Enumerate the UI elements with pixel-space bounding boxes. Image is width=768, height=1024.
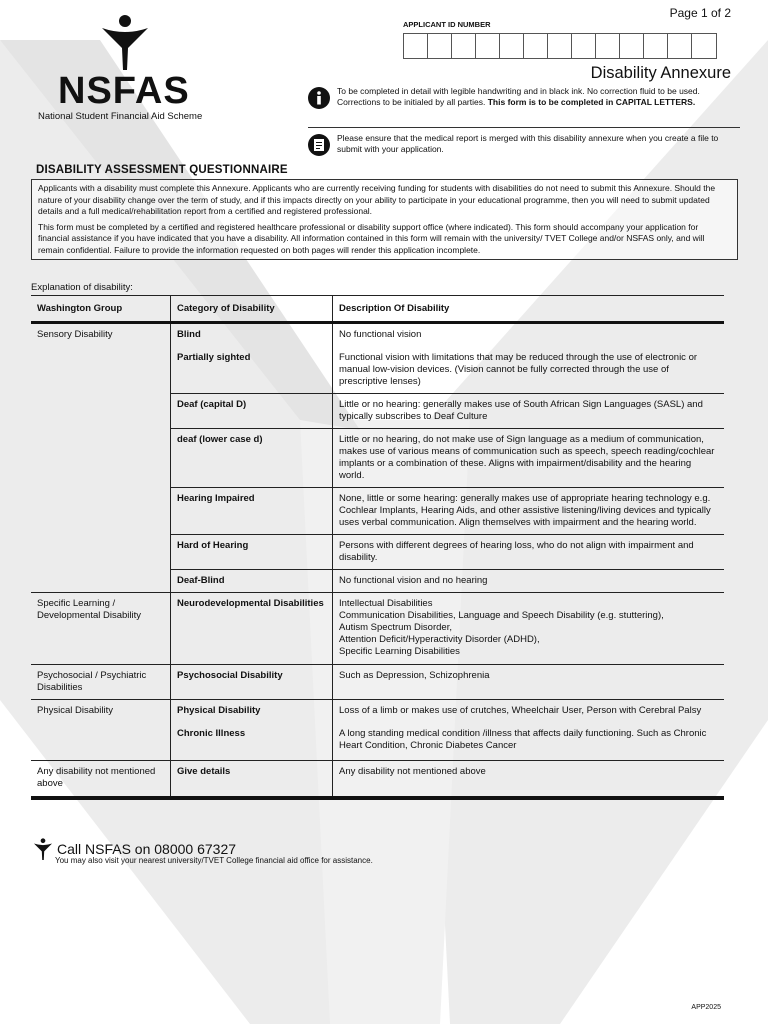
brand-name: NSFAS — [58, 70, 190, 112]
table-row — [31, 761, 724, 800]
table-row — [31, 665, 724, 700]
description-cell: None, little or some hearing: generally makes use of appropriate hearing technology e.g. Cochlear Implants, Hearing Aids, and other assistive listening/living devices and typically uses verbal communication. Align themselves with impairment and the hearing world. — [339, 493, 711, 528]
description-cell: Functional vision with limitations that may be reduced through the use of electronic or manual low-vision devices. (Vision cannot be fully corrected through the use of prescriptive lenses) — [339, 352, 698, 387]
applicant-id-digit-box[interactable] — [620, 34, 644, 58]
person-figure-icon — [33, 838, 53, 860]
table-row — [31, 324, 724, 593]
table-subrow — [171, 341, 724, 393]
visit-note: You may also visit your nearest university/TVET College financial aid office for assistance. — [55, 856, 373, 865]
applicant-id-digit-box[interactable] — [524, 34, 548, 58]
description-line: Autism Spectrum Disorder, — [339, 622, 452, 633]
column-header: Washington Group — [31, 296, 171, 321]
applicant-id-digit-box[interactable] — [692, 34, 716, 58]
table-row — [31, 700, 724, 761]
description-cell: Little or no hearing, do not make use of Sign language as a medium of communication, makes use of various means of communication such as speech, speech reading/cochlear implants or a combination of these. Aligns with impairment/disability and the hearing world. — [339, 434, 715, 481]
description-cell: No functional vision and no hearing — [339, 575, 488, 586]
applicant-id-digit-box[interactable] — [404, 34, 428, 58]
applicant-id-digit-box[interactable] — [572, 34, 596, 58]
document-notice — [308, 133, 738, 156]
description-cell — [333, 593, 724, 664]
applicant-id-digit-box[interactable] — [596, 34, 620, 58]
form-title: Disability Annexure — [590, 64, 731, 82]
description-line: Specific Learning Disabilities — [339, 646, 460, 657]
page-number: Page 1 of 2 — [669, 6, 731, 20]
description-line: Attention Deficit/Hyperactivity Disorder (ADHD), — [339, 634, 540, 645]
description-line: Intellectual Disabilities — [339, 598, 433, 609]
table-subrow — [171, 428, 724, 487]
table-subrow — [171, 393, 724, 428]
applicant-id-digit-box[interactable] — [476, 34, 500, 58]
group-cell: Any disability not mentioned above — [31, 761, 171, 796]
call-number: Call NSFAS on 08000 67327 — [57, 841, 237, 857]
table-subrow — [171, 534, 724, 569]
category-cell: Chronic Illness — [171, 722, 333, 760]
table-row — [31, 593, 724, 665]
info-notice — [308, 86, 738, 109]
category-cell: Give details — [171, 761, 333, 796]
applicant-id-label: APPLICANT ID NUMBER — [403, 20, 491, 29]
document-icon — [308, 134, 330, 156]
disability-table — [31, 295, 724, 800]
group-cell: Physical Disability — [31, 700, 171, 760]
person-figure-icon — [100, 14, 150, 70]
info-notice-bold: This form is to be completed in CAPITAL LETTERS. — [487, 97, 696, 107]
document-notice-text: Please ensure that the medical report is merged with this disability annexure when you create a file to submit with your application. — [337, 133, 719, 154]
applicant-id-digit-box[interactable] — [428, 34, 452, 58]
group-cell: Psychosocial / Psychiatric Disabilities — [31, 665, 171, 699]
category-cell: Physical Disability — [171, 700, 333, 722]
description-line: Communication Disabilities, Language and Speech Disability (e.g. stuttering), — [339, 610, 664, 621]
category-cell: Psychosocial Disability — [171, 665, 333, 699]
questionnaire-title: DISABILITY ASSESSMENT QUESTIONNAIRE — [36, 164, 288, 176]
description-cell: Little or no hearing: generally makes use of South African Sign Languages (SASL) and typically subscribes to Deaf Culture — [339, 399, 703, 422]
applicant-id-digit-box[interactable] — [668, 34, 692, 58]
group-cell: Specific Learning / Developmental Disability — [31, 593, 171, 664]
applicant-id-digit-box[interactable] — [452, 34, 476, 58]
description-cell: Persons with different degrees of hearing loss, who do not align with impairment and disability. — [339, 540, 694, 563]
group-cell: Sensory Disability — [31, 324, 171, 592]
description-cell: Such as Depression, Schizophrenia — [339, 670, 490, 681]
category-cell: Hard of Hearing — [171, 535, 333, 569]
table-subrow — [171, 487, 724, 534]
category-cell: Deaf-Blind — [171, 570, 333, 592]
description-cell: No functional vision — [339, 329, 422, 340]
category-cell: Partially sighted — [171, 341, 333, 393]
applicant-id-digit-box[interactable] — [500, 34, 524, 58]
column-header: Description Of Disability — [339, 303, 450, 314]
description-cell: A long standing medical condition /illness that affects daily functioning. Such as Chronic Heart Condition, Chronic Diabetes Cancer — [339, 728, 707, 751]
description-cell: Loss of a limb or makes use of crutches, Wheelchair User, Person with Cerebral Palsy — [339, 705, 702, 716]
category-cell: Blind — [171, 324, 333, 341]
description-cell: Any disability not mentioned above — [339, 766, 486, 777]
intro-box — [31, 179, 738, 260]
applicant-id-input[interactable] — [403, 33, 717, 59]
info-divider — [308, 127, 740, 128]
document-code: APP2025 — [691, 1004, 721, 1011]
intro-paragraph: This form must be completed by a certified and registered healthcare professional or disability support office (where indicated). This form should accompany your application for financial assistance if you have indicated that you have a disability. All information contained in this form will remain with the university/ TVET College and/or NSFAS only, and will remain confidential. Failure to provide the information requested on both pages will render this application incomplete. — [38, 221, 705, 255]
category-cell: deaf (lower case d) — [171, 429, 333, 487]
scheme-name: National Student Financial Aid Scheme — [38, 111, 203, 122]
column-header: Category of Disability — [171, 296, 333, 321]
applicant-id-digit-box[interactable] — [644, 34, 668, 58]
info-icon — [308, 87, 330, 109]
table-header-row — [31, 295, 724, 324]
category-cell: Hearing Impaired — [171, 488, 333, 534]
table-subrow — [171, 324, 724, 341]
nsfas-logo — [58, 14, 203, 110]
intro-paragraph: Applicants with a disability must complete this Annexure. Applicants who are currently receiving funding for students with disabilities do not need to submit this Annexure. Should the nature of your disability change over the term of study, and if this impacts directly on your ability to participate in your educational programme, then you will need to submit updated details and a full medical/rehabilitation report from a certified and registered professional. — [38, 183, 716, 216]
table-subrow — [171, 700, 724, 722]
info-notice-text: To be completed in detail with legible handwriting and in black ink. No correction fluid to be used. Corrections to be initialed by all parties. — [337, 86, 700, 107]
table-subrow — [171, 569, 724, 592]
applicant-id-digit-box[interactable] — [548, 34, 572, 58]
category-cell: Neurodevelopmental Disabilities — [171, 593, 333, 664]
table-subrow — [171, 722, 724, 760]
category-cell: Deaf (capital D) — [171, 394, 333, 428]
explanation-label: Explanation of disability: — [31, 282, 133, 293]
